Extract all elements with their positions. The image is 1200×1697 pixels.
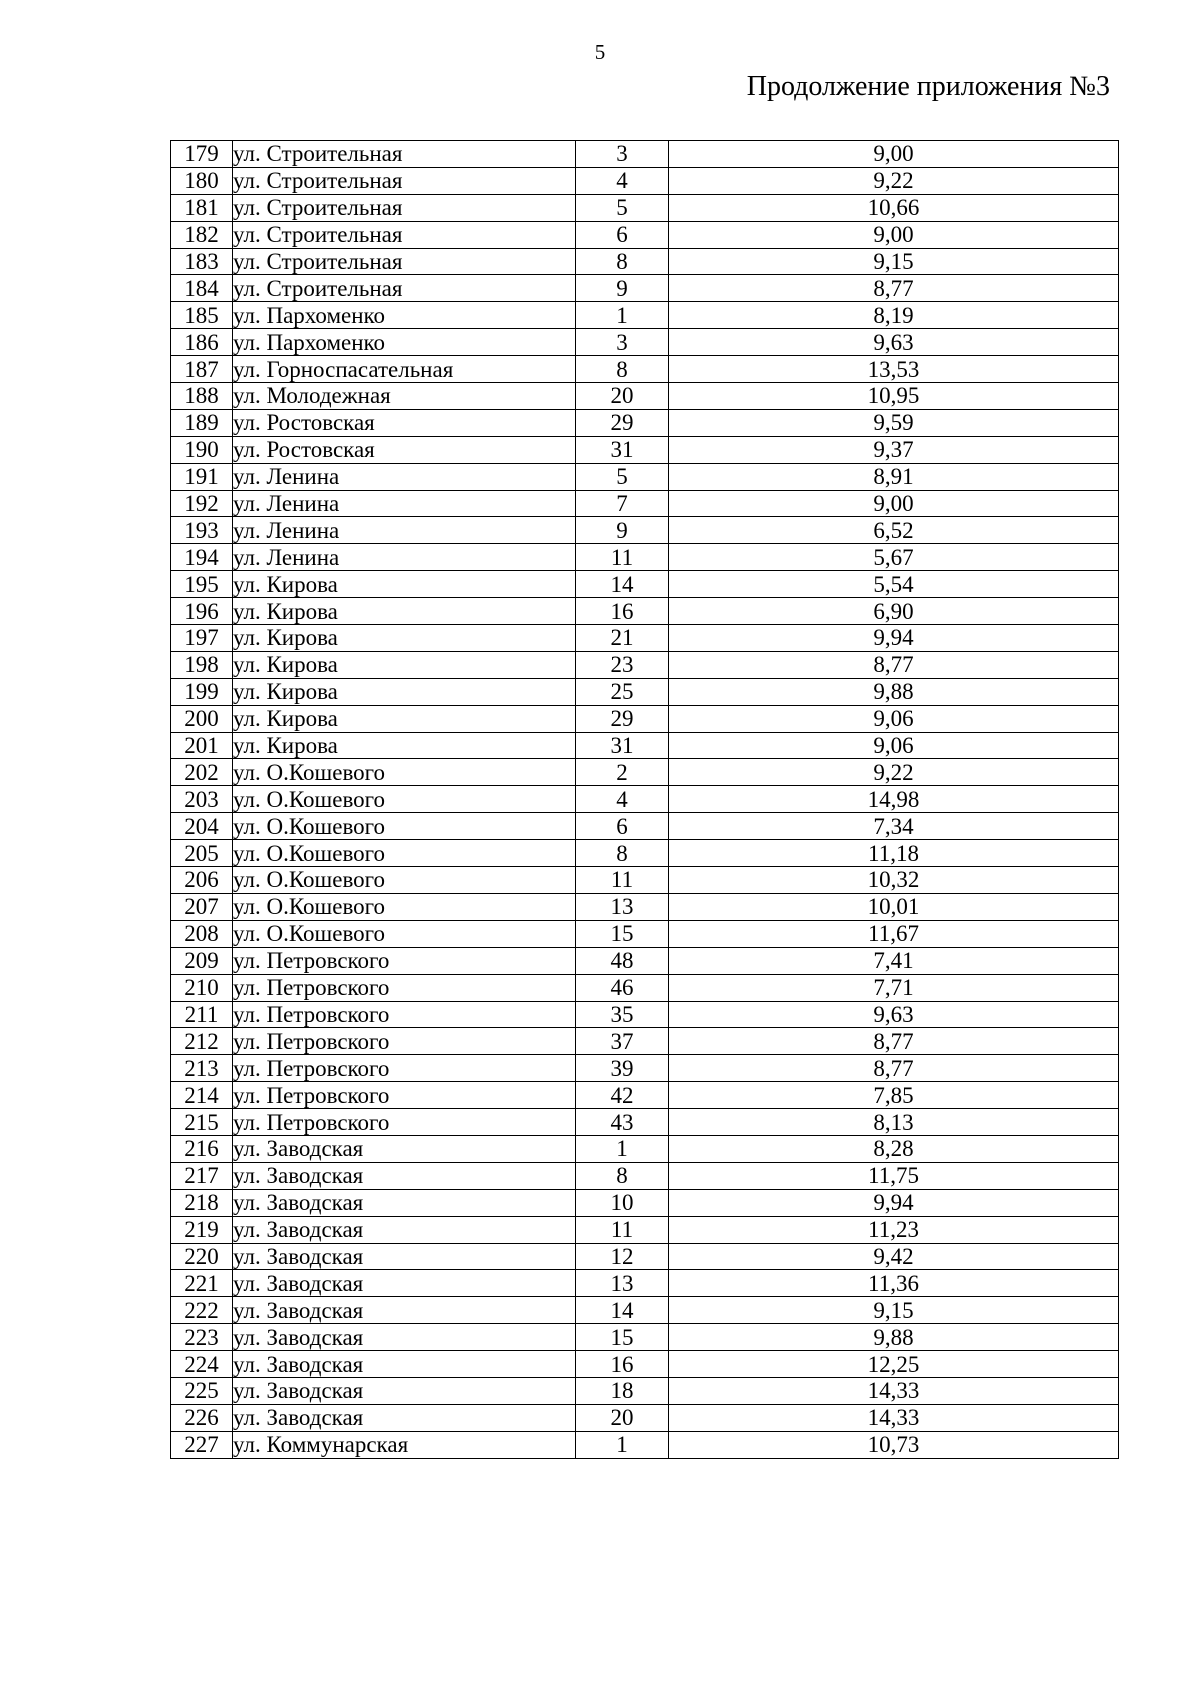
street-cell: ул. Петровского [233,1109,576,1136]
row-number-cell: 223 [171,1324,233,1351]
house-number-cell: 8 [576,248,669,275]
row-number-cell: 199 [171,678,233,705]
row-number-cell: 182 [171,221,233,248]
table-row [171,1404,1119,1431]
table-row [171,625,1119,652]
house-number-cell: 35 [576,1001,669,1028]
value-cell: 9,94 [669,1189,1119,1216]
row-number-cell: 215 [171,1109,233,1136]
street-cell: ул. Заводская [233,1135,576,1162]
street-cell: ул. Кирова [233,678,576,705]
table-row [171,947,1119,974]
street-cell: ул. Кирова [233,571,576,598]
value-cell: 7,41 [669,947,1119,974]
value-cell: 9,94 [669,625,1119,652]
row-number-cell: 185 [171,302,233,329]
table-row [171,1055,1119,1082]
value-cell: 8,77 [669,1028,1119,1055]
value-cell: 10,66 [669,194,1119,221]
house-number-cell: 43 [576,1109,669,1136]
row-number-cell: 216 [171,1135,233,1162]
row-number-cell: 214 [171,1082,233,1109]
street-cell: ул. Ростовская [233,409,576,436]
row-number-cell: 194 [171,544,233,571]
house-number-cell: 5 [576,194,669,221]
street-cell: ул. Петровского [233,1001,576,1028]
value-cell: 9,63 [669,1001,1119,1028]
value-cell: 7,71 [669,974,1119,1001]
value-cell: 9,06 [669,705,1119,732]
appendix-title: Продолжение приложения №3 [746,71,1110,102]
house-number-cell: 15 [576,1324,669,1351]
street-cell: ул. Строительная [233,141,576,168]
house-number-cell: 8 [576,1162,669,1189]
table-row [171,678,1119,705]
house-number-cell: 9 [576,517,669,544]
row-number-cell: 224 [171,1351,233,1378]
table-row [171,275,1119,302]
row-number-cell: 222 [171,1297,233,1324]
value-cell: 9,06 [669,732,1119,759]
table-row [171,1270,1119,1297]
value-cell: 9,22 [669,167,1119,194]
house-number-cell: 1 [576,302,669,329]
table-row [171,867,1119,894]
row-number-cell: 206 [171,867,233,894]
value-cell: 9,59 [669,409,1119,436]
house-number-cell: 23 [576,651,669,678]
house-number-cell: 37 [576,1028,669,1055]
street-cell: ул. О.Кошевого [233,759,576,786]
row-number-cell: 189 [171,409,233,436]
street-cell: ул. О.Кошевого [233,840,576,867]
table-row [171,194,1119,221]
table-row [171,920,1119,947]
street-cell: ул. Заводская [233,1404,576,1431]
value-cell: 9,63 [669,329,1119,356]
row-number-cell: 190 [171,436,233,463]
row-number-cell: 217 [171,1162,233,1189]
street-cell: ул. Заводская [233,1189,576,1216]
table-row [171,705,1119,732]
table-row [171,383,1119,410]
table-row [171,732,1119,759]
table-row [171,1216,1119,1243]
value-cell: 8,77 [669,1055,1119,1082]
street-cell: ул. Заводская [233,1377,576,1404]
table-row [171,893,1119,920]
house-number-cell: 16 [576,1351,669,1378]
house-number-cell: 20 [576,1404,669,1431]
value-cell: 7,85 [669,1082,1119,1109]
table-row [171,571,1119,598]
house-number-cell: 9 [576,275,669,302]
value-cell: 8,77 [669,651,1119,678]
house-number-cell: 31 [576,732,669,759]
row-number-cell: 184 [171,275,233,302]
table-row [171,1162,1119,1189]
row-number-cell: 197 [171,625,233,652]
house-number-cell: 46 [576,974,669,1001]
street-cell: ул. Строительная [233,221,576,248]
row-number-cell: 191 [171,463,233,490]
street-cell: ул. О.Кошевого [233,893,576,920]
street-cell: ул. Заводская [233,1243,576,1270]
street-cell: ул. Ленина [233,517,576,544]
house-number-cell: 12 [576,1243,669,1270]
table-row [171,1189,1119,1216]
street-cell: ул. Горноспасательная [233,356,576,383]
street-cell: ул. О.Кошевого [233,813,576,840]
value-cell: 5,67 [669,544,1119,571]
house-number-cell: 2 [576,759,669,786]
house-number-cell: 21 [576,625,669,652]
value-cell: 11,67 [669,920,1119,947]
table-row [171,598,1119,625]
value-cell: 11,23 [669,1216,1119,1243]
house-number-cell: 8 [576,840,669,867]
data-table [170,140,1119,1459]
row-number-cell: 204 [171,813,233,840]
house-number-cell: 25 [576,678,669,705]
row-number-cell: 219 [171,1216,233,1243]
street-cell: ул. Ленина [233,463,576,490]
house-number-cell: 13 [576,1270,669,1297]
house-number-cell: 6 [576,221,669,248]
table-row [171,1324,1119,1351]
row-number-cell: 218 [171,1189,233,1216]
table-row [171,329,1119,356]
table-row [171,840,1119,867]
row-number-cell: 201 [171,732,233,759]
house-number-cell: 42 [576,1082,669,1109]
house-number-cell: 5 [576,463,669,490]
street-cell: ул. О.Кошевого [233,786,576,813]
row-number-cell: 207 [171,893,233,920]
street-cell: ул. Заводская [233,1324,576,1351]
value-cell: 8,77 [669,275,1119,302]
row-number-cell: 211 [171,1001,233,1028]
row-number-cell: 213 [171,1055,233,1082]
value-cell: 10,73 [669,1431,1119,1458]
house-number-cell: 8 [576,356,669,383]
row-number-cell: 188 [171,383,233,410]
table-row [171,1135,1119,1162]
value-cell: 8,19 [669,302,1119,329]
row-number-cell: 198 [171,651,233,678]
house-number-cell: 18 [576,1377,669,1404]
value-cell: 11,18 [669,840,1119,867]
table-row [171,544,1119,571]
value-cell: 9,00 [669,141,1119,168]
row-number-cell: 200 [171,705,233,732]
street-cell: ул. Заводская [233,1297,576,1324]
value-cell: 8,91 [669,463,1119,490]
table-row [171,248,1119,275]
value-cell: 8,13 [669,1109,1119,1136]
street-cell: ул. Петровского [233,947,576,974]
row-number-cell: 193 [171,517,233,544]
house-number-cell: 11 [576,544,669,571]
row-number-cell: 226 [171,1404,233,1431]
street-cell: ул. Петровского [233,1082,576,1109]
table-body [171,141,1119,1459]
street-cell: ул. Петровского [233,1055,576,1082]
value-cell: 9,88 [669,1324,1119,1351]
street-cell: ул. Пархоменко [233,302,576,329]
table-row [171,1243,1119,1270]
street-cell: ул. Строительная [233,167,576,194]
street-cell: ул. Строительная [233,248,576,275]
street-cell: ул. Кирова [233,705,576,732]
table-row [171,221,1119,248]
value-cell: 9,00 [669,490,1119,517]
value-cell: 14,98 [669,786,1119,813]
table-row [171,436,1119,463]
street-cell: ул. Ростовская [233,436,576,463]
row-number-cell: 227 [171,1431,233,1458]
street-cell: ул. Кирова [233,732,576,759]
value-cell: 10,32 [669,867,1119,894]
table-row [171,1377,1119,1404]
street-cell: ул. Коммунарская [233,1431,576,1458]
table-row [171,141,1119,168]
value-cell: 9,00 [669,221,1119,248]
row-number-cell: 187 [171,356,233,383]
table-row [171,302,1119,329]
value-cell: 9,22 [669,759,1119,786]
street-cell: ул. Строительная [233,194,576,221]
table-row [171,786,1119,813]
page-number: 5 [594,40,606,64]
table-row [171,490,1119,517]
value-cell: 14,33 [669,1404,1119,1431]
row-number-cell: 221 [171,1270,233,1297]
street-cell: ул. Кирова [233,625,576,652]
house-number-cell: 15 [576,920,669,947]
house-number-cell: 29 [576,409,669,436]
table-row [171,167,1119,194]
row-number-cell: 196 [171,598,233,625]
row-number-cell: 180 [171,167,233,194]
house-number-cell: 6 [576,813,669,840]
house-number-cell: 16 [576,598,669,625]
street-cell: ул. Пархоменко [233,329,576,356]
row-number-cell: 179 [171,141,233,168]
value-cell: 7,34 [669,813,1119,840]
table-row [171,1109,1119,1136]
value-cell: 11,75 [669,1162,1119,1189]
house-number-cell: 13 [576,893,669,920]
street-cell: ул. Кирова [233,651,576,678]
row-number-cell: 210 [171,974,233,1001]
table-row [171,974,1119,1001]
table-row [171,1351,1119,1378]
street-cell: ул. Строительная [233,275,576,302]
value-cell: 10,95 [669,383,1119,410]
row-number-cell: 202 [171,759,233,786]
row-number-cell: 209 [171,947,233,974]
row-number-cell: 181 [171,194,233,221]
street-cell: ул. Петровского [233,1028,576,1055]
house-number-cell: 14 [576,571,669,598]
row-number-cell: 220 [171,1243,233,1270]
house-number-cell: 4 [576,167,669,194]
street-cell: ул. О.Кошевого [233,920,576,947]
table-row [171,409,1119,436]
row-number-cell: 186 [171,329,233,356]
house-number-cell: 7 [576,490,669,517]
street-cell: ул. Заводская [233,1270,576,1297]
row-number-cell: 183 [171,248,233,275]
table-row [171,517,1119,544]
house-number-cell: 48 [576,947,669,974]
value-cell: 9,15 [669,248,1119,275]
house-number-cell: 14 [576,1297,669,1324]
value-cell: 13,53 [669,356,1119,383]
value-cell: 10,01 [669,893,1119,920]
value-cell: 9,37 [669,436,1119,463]
table-row [171,1001,1119,1028]
row-number-cell: 205 [171,840,233,867]
house-number-cell: 39 [576,1055,669,1082]
street-cell: ул. Ленина [233,490,576,517]
house-number-cell: 10 [576,1189,669,1216]
street-cell: ул. Молодежная [233,383,576,410]
table-row [171,356,1119,383]
value-cell: 5,54 [669,571,1119,598]
house-number-cell: 11 [576,867,669,894]
value-cell: 8,28 [669,1135,1119,1162]
house-number-cell: 31 [576,436,669,463]
street-cell: ул. Петровского [233,974,576,1001]
row-number-cell: 203 [171,786,233,813]
house-number-cell: 1 [576,1431,669,1458]
house-number-cell: 4 [576,786,669,813]
row-number-cell: 192 [171,490,233,517]
street-cell: ул. Кирова [233,598,576,625]
table-row [171,1082,1119,1109]
street-cell: ул. Заводская [233,1216,576,1243]
value-cell: 9,42 [669,1243,1119,1270]
house-number-cell: 3 [576,141,669,168]
house-number-cell: 3 [576,329,669,356]
table-row [171,1297,1119,1324]
row-number-cell: 208 [171,920,233,947]
value-cell: 9,15 [669,1297,1119,1324]
street-cell: ул. Ленина [233,544,576,571]
table-row [171,759,1119,786]
row-number-cell: 195 [171,571,233,598]
table-row [171,1028,1119,1055]
table-row [171,463,1119,490]
street-cell: ул. О.Кошевого [233,867,576,894]
house-number-cell: 29 [576,705,669,732]
row-number-cell: 225 [171,1377,233,1404]
street-cell: ул. Заводская [233,1351,576,1378]
row-number-cell: 212 [171,1028,233,1055]
table-row [171,813,1119,840]
table-row [171,1431,1119,1458]
value-cell: 11,36 [669,1270,1119,1297]
value-cell: 14,33 [669,1377,1119,1404]
value-cell: 6,90 [669,598,1119,625]
table-row [171,651,1119,678]
value-cell: 9,88 [669,678,1119,705]
street-cell: ул. Заводская [233,1162,576,1189]
value-cell: 12,25 [669,1351,1119,1378]
value-cell: 6,52 [669,517,1119,544]
house-number-cell: 20 [576,383,669,410]
house-number-cell: 11 [576,1216,669,1243]
house-number-cell: 1 [576,1135,669,1162]
